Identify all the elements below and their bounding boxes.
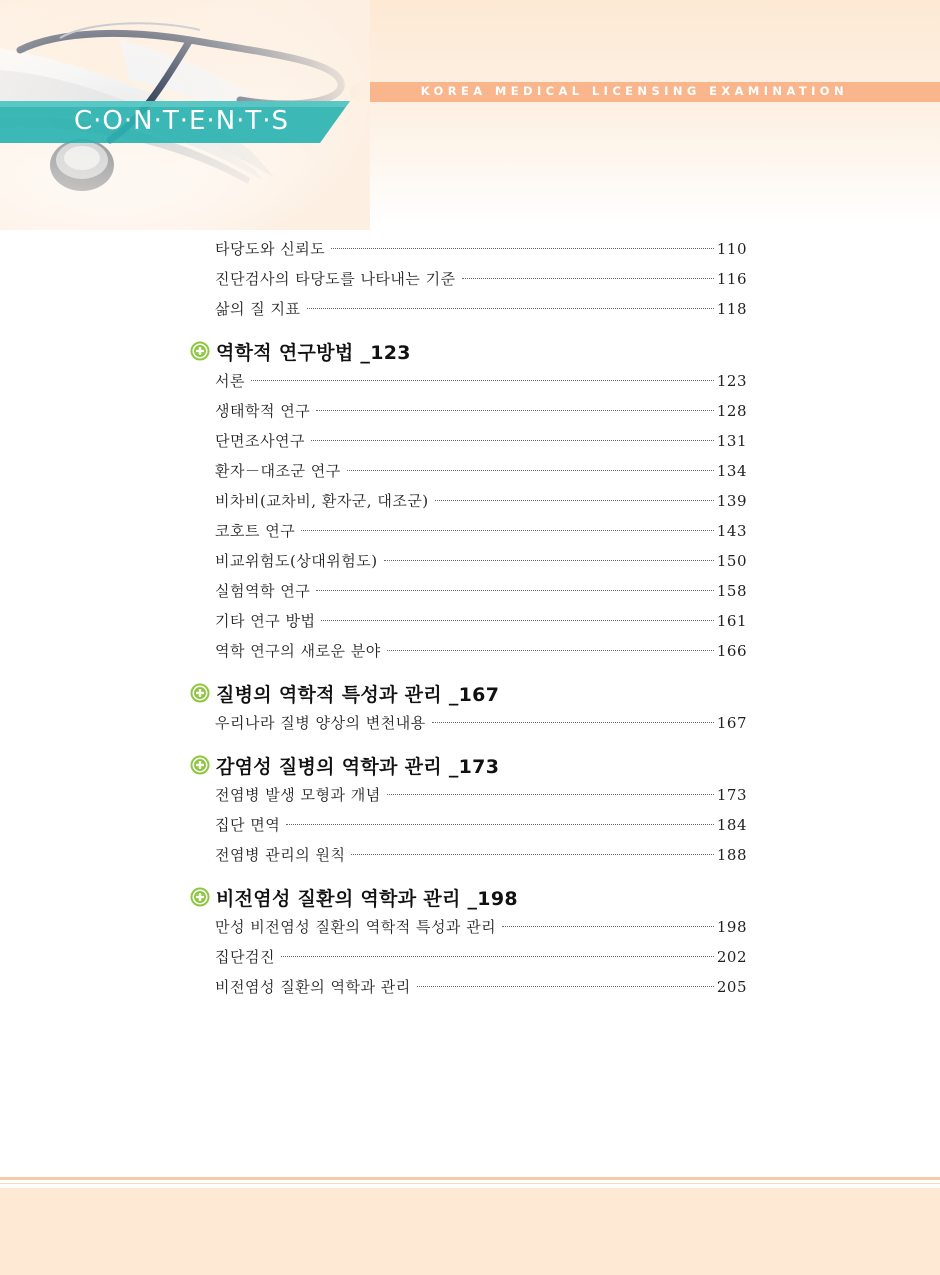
leader-dots	[387, 794, 714, 795]
entry-page: 123	[716, 372, 747, 390]
leader-dots	[432, 722, 714, 723]
leader-dots	[281, 956, 714, 957]
entry-title: 비교위험도(상대위험도)	[215, 552, 378, 570]
leader-dots	[435, 500, 714, 501]
toc-entry[interactable]	[215, 708, 747, 738]
entry-page: 128	[716, 402, 747, 420]
leader-dots	[387, 650, 714, 651]
toc-entry[interactable]	[215, 546, 747, 576]
entry-title: 환자－대조군 연구	[215, 462, 341, 480]
section-title: 역학적 연구방법 _123	[216, 341, 411, 364]
leader-dots	[502, 926, 714, 927]
entry-page: 184	[716, 816, 747, 834]
entry-page: 150	[716, 552, 747, 570]
entry-title: 서론	[215, 372, 245, 390]
section-title: 비전염성 질환의 역학과 관리 _198	[216, 887, 518, 910]
toc-entry[interactable]	[215, 516, 747, 546]
toc-entry[interactable]	[215, 366, 747, 396]
leader-dots	[316, 590, 714, 591]
toc-entry[interactable]	[215, 294, 747, 324]
toc-entry[interactable]	[215, 426, 747, 456]
entry-page: 173	[716, 786, 747, 804]
entry-title: 진단검사의 타당도를 나타내는 기준	[215, 270, 456, 288]
series-strip	[350, 82, 940, 102]
entry-title: 우리나라 질병 양상의 변천내용	[215, 714, 426, 732]
toc-entry[interactable]	[215, 576, 747, 606]
footer-rule	[0, 1177, 940, 1180]
series-title: KOREA MEDICAL LICENSING EXAMINATION	[420, 84, 848, 98]
section-heading[interactable]	[190, 336, 747, 366]
entry-page: 161	[716, 612, 747, 630]
section-title: 질병의 역학적 특성과 관리 _167	[216, 683, 500, 706]
entry-page: 139	[716, 492, 747, 510]
plus-circle-icon	[190, 683, 210, 703]
entry-title: 비차비(교차비, 환자군, 대조군)	[215, 492, 429, 510]
leader-dots	[301, 530, 714, 531]
entry-title: 역학 연구의 새로운 분야	[215, 642, 381, 660]
entry-page: 205	[716, 978, 747, 996]
entry-page: 134	[716, 462, 747, 480]
section-heading[interactable]	[190, 678, 747, 708]
toc-entry[interactable]	[215, 972, 747, 1002]
leader-dots	[286, 824, 714, 825]
toc-entry[interactable]	[215, 396, 747, 426]
leader-dots	[311, 440, 714, 441]
entry-title: 전염병 발생 모형과 개념	[215, 786, 381, 804]
entry-page: 116	[716, 270, 747, 288]
entry-title: 실험역학 연구	[215, 582, 311, 600]
leader-dots	[417, 986, 714, 987]
leader-dots	[316, 410, 714, 411]
entry-title: 만성 비전염성 질환의 역학적 특성과 관리	[215, 918, 497, 936]
contents-title: C·O·N·T·E·N·T·S	[74, 106, 290, 136]
section-heading[interactable]	[190, 750, 747, 780]
toc-entry[interactable]	[215, 942, 747, 972]
entry-page: 167	[716, 714, 747, 732]
entry-page: 202	[716, 948, 747, 966]
leader-dots	[331, 248, 714, 249]
leader-dots	[351, 854, 713, 855]
leader-dots	[462, 278, 714, 279]
toc-entry[interactable]	[215, 780, 747, 810]
entry-page: 198	[716, 918, 747, 936]
leader-dots	[384, 560, 714, 561]
plus-circle-icon	[190, 341, 210, 361]
toc-entry[interactable]	[215, 636, 747, 666]
plus-circle-icon	[190, 887, 210, 907]
footer-band	[0, 1188, 940, 1275]
table-of-contents	[190, 234, 747, 1002]
entry-title: 생태학적 연구	[215, 402, 311, 420]
entry-title: 전염병 관리의 원칙	[215, 846, 346, 864]
section-heading[interactable]	[190, 882, 747, 912]
leader-dots	[321, 620, 713, 621]
toc-entry[interactable]	[215, 456, 747, 486]
entry-title: 단면조사연구	[215, 432, 305, 450]
section-title: 감염성 질병의 역학과 관리 _173	[216, 755, 500, 778]
toc-entry[interactable]	[215, 912, 747, 942]
entry-title: 기타 연구 방법	[215, 612, 316, 630]
leader-dots	[251, 380, 714, 381]
entry-title: 타당도와 신뢰도	[215, 240, 326, 258]
toc-entry[interactable]	[215, 810, 747, 840]
entry-page: 118	[716, 300, 747, 318]
entry-page: 110	[716, 240, 747, 258]
toc-entry[interactable]	[215, 264, 747, 294]
entry-page: 158	[716, 582, 747, 600]
footer-rule-thin	[0, 1183, 940, 1184]
leader-dots	[307, 308, 714, 309]
entry-page: 131	[716, 432, 747, 450]
toc-entry[interactable]	[215, 606, 747, 636]
toc-entry[interactable]	[215, 486, 747, 516]
entry-title: 집단 면역	[215, 816, 281, 834]
entry-page: 166	[716, 642, 747, 660]
entry-title: 코호트 연구	[215, 522, 296, 540]
entry-page: 188	[716, 846, 747, 864]
toc-entry[interactable]	[215, 234, 747, 264]
entry-title: 집단검진	[215, 948, 275, 966]
entry-page: 143	[716, 522, 747, 540]
plus-circle-icon	[190, 755, 210, 775]
toc-entry[interactable]	[215, 840, 747, 870]
entry-title: 삶의 질 지표	[215, 300, 301, 318]
entry-title: 비전염성 질환의 역학과 관리	[215, 978, 411, 996]
leader-dots	[347, 470, 714, 471]
